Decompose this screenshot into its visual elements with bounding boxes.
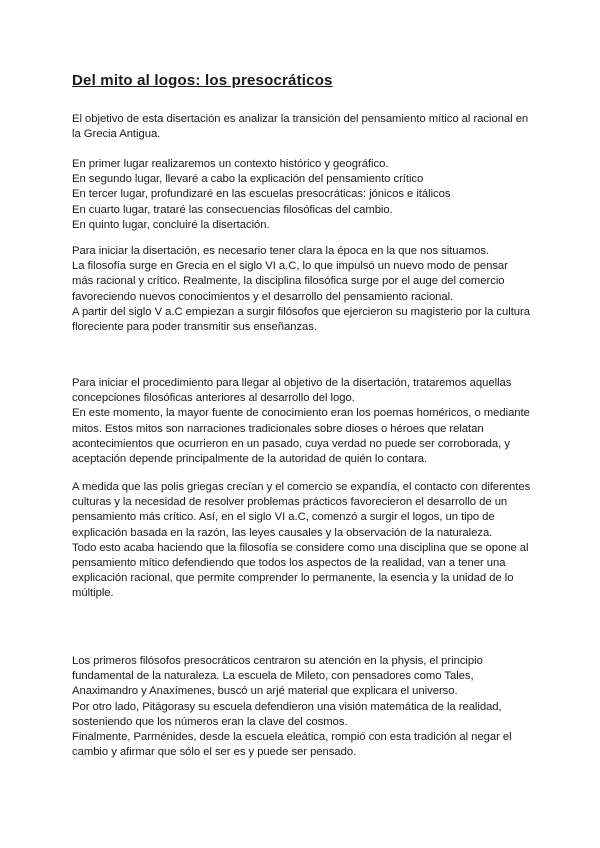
text-line: Para iniciar la disertación, es necesario tener clara la época en la que nos situamos. [72,245,490,257]
text-line: La filosofía surge en Grecia en el siglo VI a.C, lo que impulsó un nuevo modo de pensar [72,260,508,273]
text-line: Finalmente, Parménides, desde la escuela eleática, rompió con esta tradición al negar el [72,731,512,744]
text-line: El objetivo de esta disertación es analizar la transición del pensamiento mítico al racional en [72,113,529,125]
document-title: Del mito al logos: los presocráticos [72,72,333,89]
text-line: floreciente para poder transmitir sus enseñanzas. [72,321,317,334]
text-line: favoreciendo nuevos conocimientos y el desarrollo del pensamiento racional. [72,290,454,303]
text-line: aceptación depende principalmente de la autoridad de quién lo contara. [72,453,428,466]
context-paragraph [72,244,542,335]
text-line: mitos. Estos mitos son narraciones tradicionales sobre dioses o héroes que relatan [72,422,484,435]
text-line: explicación racional, que permite comprender lo permanente, la esencia y la unidad de lo [72,572,514,585]
text-line: En este momento, la mayor fuente de conocimiento eran los poemas homéricos, o mediante [72,407,530,420]
outline-item: En quinto lugar, concluiré la disertación. [72,218,270,231]
outline-paragraph [72,157,542,233]
text-line: A medida que las polis griegas crecían y el comercio se expandía, el contacto con diferentes [72,481,531,493]
text-line: Los primeros filósofos presocráticos centraron su atención en la physis, el principio [72,655,483,667]
text-line: la Grecia Antigua. [72,128,161,141]
text-line: pensamiento más crítico. Así, en el siglo VI a.C, comenzó a surgir el logos, un tipo de [72,511,495,524]
text-line: sosteniendo que los números eran la clave del cosmos. [72,715,348,728]
text-line: culturas y la necesidad de resolver problemas prácticos favorecieron el desarrollo de un [72,496,508,509]
procedure-paragraph-a [72,376,542,467]
outline-item: En primer lugar realizaremos un contexto histórico y geográfico. [72,158,389,170]
text-line: pensamiento mítico defendiendo que todos los aspectos de la realidad, van a tener una [72,557,506,570]
text-line: más racional y crítico. Realmente, la disciplina filosófica surge por el auge del comercio [72,275,505,288]
text-line: A partir del siglo V a.C empiezan a surgir filósofos que ejercieron su magisterio por la cultura [72,305,530,318]
text-line: Para iniciar el procedimiento para llegar al objetivo de la disertación, trataremos aquellas [72,377,512,389]
outline-item: En segundo lugar, llevaré a cabo la explicación del pensamiento crítico [72,173,424,186]
outline-item: En tercer lugar, profundizaré en las escuelas presocráticas: jónicos e itálicos [72,188,451,201]
text-line: fundamental de la naturaleza. La escuela de Mileto, con pensadores como Tales, [72,670,474,683]
procedure-paragraph-b [72,480,542,602]
intro-paragraph [72,112,542,142]
text-line: acontecimientos que ocurrieron en un pasado, cuya verdad no puede ser corroborada, y [72,437,510,450]
text-line: Anaximandro y Anaxímenes, buscó un arjé material que explicara el universo. [72,685,458,698]
text-line: explicación basada en la razón, las leyes causales y la observación de la naturaleza. [72,526,493,539]
text-line: cambio y afirmar que sólo el ser es y puede ser pensado. [72,746,357,759]
text-line: múltiple. [72,587,114,600]
presocratics-paragraph [72,654,542,760]
outline-item: En cuarto lugar, trataré las consecuencias filosóficas del cambio. [72,203,393,216]
text-line: Por otro lado, Pitágorasy su escuela defendieron una visión matemática de la realidad, [72,700,502,713]
text-line: concepciones filosóficas anteriores al desarrollo del logo. [72,392,355,405]
text-line: Todo esto acaba haciendo que la filosofía se considere como una disciplina que se opone al [72,541,529,554]
